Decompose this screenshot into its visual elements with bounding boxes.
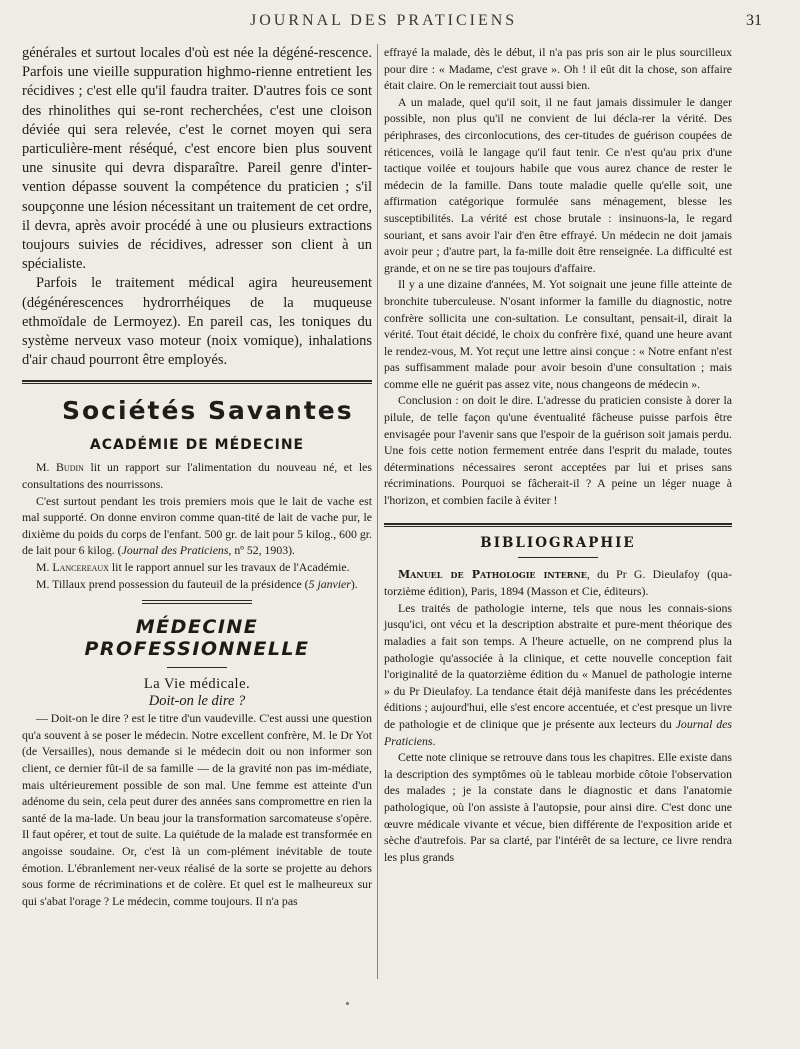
- running-head: [0, 12, 800, 34]
- academie-heading: ACADÉMIE DE MÉDECINE: [89, 437, 305, 454]
- paragraph: [22, 559, 372, 576]
- print-speck: [346, 1002, 349, 1005]
- paragraph: effrayé la malade, dès le début, il n'a pas pris son air le plus sourcilleux pour dire : « Madame, c'est grave ». Oh ! il eût dit la chose, son affaire était claire. On le remerciait tout aussi bien.: [384, 45, 732, 93]
- column-divider: [377, 44, 378, 979]
- paragraph: Cette note clinique se retrouve dans tous les chapitres. Elle existe dans la description des symptômes où le tableau morbide côtoie l'observation des malades ; je la constate dans le diagnostic et dans l'anatomie pathologique, où l'on assiste à l'autopsie, pour ainsi dire. C'est donc une œuvre médicale vivante et vécue, bien différente de l'exposition aride et sèche d'autrefois. Par sa clarté, par l'intérêt de sa lecture, ce livre rendra les plus grands: [384, 750, 732, 864]
- paragraph: [384, 600, 732, 749]
- author-name: M. Budin: [36, 460, 84, 475]
- book-title: Manuel de Pathologie interne: [398, 567, 587, 581]
- paragraph-text: lit un rapport sur l'alimentation du nouveau né, et les consultations des nourrissons.: [22, 460, 372, 492]
- divider: [518, 557, 598, 558]
- right-column: [384, 44, 732, 865]
- section-rule: [142, 600, 252, 604]
- paragraph-text: C'est surtout pendant les trois premiers mois que le lait de vache est mal supporté. On donne environ comme quan-tité de lait de vache pur, le dixième du poids du corps de l'enfant. 500 gr. de lait pour 5 kilog., 600 gr. de lait pour 6 kilog. (: [22, 493, 372, 558]
- section-title: Sociétés Savantes: [62, 396, 354, 426]
- paragraph: générales et surtout locales d'où est née la dégéné-rescence. Parfois une vieille suppuration highmo-rienne entretient les récidives ; c'est elle qu'il faudra traiter. D'autres fois ce sont des rhinolithes qui se-ront recherchées, c'est une cloison déviée qui sera relevée, c'est le cornet moyen qui sera particulière-ment réséqué, c'est encore bien plus souvent une sinusite qui devra disparaître. Pareil genre d'inter-vention dépasse souvent la compétence du praticien ; s'il soupçonne une lésion nécessitant un traitement de cet ordre, il devra, après avoir procédé à une ou plusieurs extractions toujours suivies de récidives, adresser son client à un spécialiste.: [22, 45, 372, 273]
- paragraph: [22, 459, 372, 492]
- journal-citation: Journal des Praticiens: [384, 716, 732, 748]
- paragraph: Il y a une dizaine d'années, M. Yot soignait une jeune fille atteinte de bronchite tuberculeuse. N'osant informer la famille du diagnostic, notre confrère sollicita une con-sultation. Le consultant, pensait-il, dirait la vérité. Tout était décidé, le choix du confrère fixé, quand une heure avant le rendez-vous, M. Yot reçut une lettre ainsi conçue : « Notre enfant n'est pas suffisamment malade pour avoir besoin d'une consultation ; mais comme elle ne guérit pas assez vite, nous changeons de médecin ».: [384, 277, 732, 391]
- paragraph-text: .: [432, 733, 436, 748]
- divider: [167, 667, 227, 668]
- paragraph: [22, 493, 372, 559]
- paragraph-text: M. Tillaux prend possession du fauteuil de la présidence (: [36, 576, 309, 591]
- running-title: JOURNAL DES PRATICIENS: [250, 12, 518, 29]
- book-reference: [384, 566, 732, 600]
- paragraph: Conclusion : on doit le dire. L'adresse du praticien consiste à dorer la pilule, de telle façon qu'une éventualité fâcheuse puisse parfois être envisagée pour l'avenir sans que l'espoir de la guérison soit jamais perdu. Une fois cette notion fermement entrée dans l'esprit du malade, toutes déterminations nécessaires seront acceptées par lui et prises sans récriminations. Pourquoi se fâcherait-il ? A peine un léger nuage à l'horizon, et combien facile à éviter !: [384, 393, 732, 508]
- paragraph-text: lit le rapport annuel sur les travaux de l'Académie.: [108, 560, 350, 575]
- article-subtitle: Doit-on le dire ?: [148, 693, 246, 710]
- paragraph-text: , nº 52, 1903).: [228, 543, 295, 558]
- journal-citation: Journal des Praticiens: [121, 543, 229, 558]
- paragraph: — Doit-on le dire ? est le titre d'un vaudeville. C'est aussi une question qu'a souvent à se poser le médecin. Notre excellent confrère, M. le Dr Yot (de Versailles), nous demande si le médecin doit ou non informer son client, ce dernier fût-il de sa famille — de la gravité non pas im-médiate, mais ultérieurement possible de son mal. Une femme est atteinte d'un adénome du sein, cela peut durer des années sans compromettre en rien la santé de la ma-lade. Un beau jour la transformation sarcomateuse s'opère. Il faut opérer, et tout de suite. La quiétude de la malade est transformée en angoisse soudaine. Or, c'est là un com-plément inévitable de toute émotion. L'ébranlement ner-veux réalisé de la sorte se projette au dehors sous forme de récriminations et de colère. Et quel est le malheureux sur qui s'abat l'orage ? Le médecin, comme toujours. Il n'a pas: [22, 711, 373, 908]
- article-title: La Vie médicale.: [143, 676, 251, 693]
- section-title: BIBLIOGRAPHIE: [480, 534, 636, 551]
- date-text: 5 janvier: [308, 576, 351, 591]
- paragraph: Parfois le traitement médical agira heureusement (dégénérescences hydrorrhéiques de la muqueuse ethmoïdale de Lermoyez). En pareil cas, les toniques du système nerveux vaso moteur (noix vomique), inhalations d'air chaud pourront être employés.: [22, 275, 372, 369]
- paragraph-text: ).: [350, 576, 358, 591]
- paragraph: [22, 576, 372, 593]
- author-name: M. Lancereaux: [36, 560, 109, 575]
- page-number: 31: [746, 12, 762, 29]
- section-rule: [384, 523, 732, 527]
- left-column: [22, 44, 372, 909]
- paragraph-text: , du Pr G. Dieulafoy (qua-torzième édition), Paris, 1894 (Masson et Cie, éditeurs).: [384, 566, 733, 599]
- section-title: MÉDECINE PROFESSIONNELLE: [84, 616, 310, 661]
- section-rule: [22, 380, 372, 384]
- paragraph: A un malade, quel qu'il soit, il ne faut jamais dissimuler le danger possible, non plus qu'il ne convient de lui décla-rer la vérité. Des périphrases, des circonlocutions, des cer-titudes de guérison coupées de réticences, voilà le langage qu'il faut tenir. Ce n'est qu'au prix d'une tactique voilée et toujours habile que vous aurez chance de rester le médecin de la famille. Dans toute maladie quelle qu'elle soit, une affirmation catégorique formulée sans ménagement, blesse les susceptibilités. La vérité est chose brutale : insinuons-la, le regard souriant, et sans avoir l'air d'en être effrayé. Un médecin ne doit jamais avoir peur ; d'autre part, la fa-mille doit être renseignée. La difficulté est grande, et on ne se tire pas toujours d'affaire.: [384, 94, 732, 275]
- paragraph-text: Les traités de pathologie interne, tels que nous les connais-sions jusqu'ici, ont vécu et la description abstraite et pure-ment théorique des maladies a fait son temps. A l'heure actuelle, on ne comprend plus la pathologie qu'associée à la clinique, et cette nouvelle conception fait l'originalité de la quatorzième édition du « Manuel de pathologie interne » du Pr Dieulafoy. La tendance était déjà manifeste dans les précédentes éditions ; aujourd'hui, elle s'est encore accentuée, et c'est presque un livre de pathologie et de clinique que je présente aux lecteurs du: [384, 600, 732, 731]
